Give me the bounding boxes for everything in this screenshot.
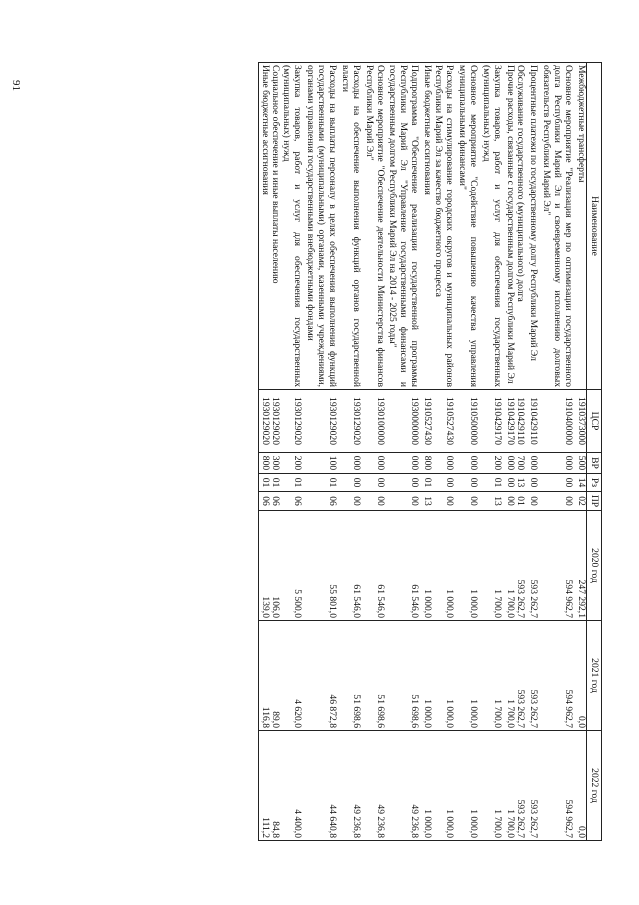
row-name: Расходы на стимулирование городских округов и муниципальных районов Республики Марий Эл за качество бюджетного процесса bbox=[432, 63, 456, 390]
row-2021: 1 000,0 bbox=[432, 621, 456, 731]
header-rz: Рз bbox=[587, 474, 602, 492]
row-vr: 000 bbox=[339, 453, 363, 474]
rotated-page bbox=[62, 62, 602, 840]
table-row bbox=[421, 63, 432, 841]
page-number: 91 bbox=[10, 80, 22, 91]
row-2020: 593 262,7 bbox=[515, 511, 528, 621]
row-rz: 00 bbox=[456, 474, 480, 492]
table-row bbox=[456, 63, 480, 841]
row-2022: 111,2 bbox=[258, 731, 269, 841]
table-row bbox=[258, 63, 269, 841]
row-2021: 1 700,0 bbox=[480, 621, 504, 731]
row-name: Закупка товаров, работ и услуг для обеспечения государственных (муниципальных) нужд bbox=[280, 63, 304, 390]
row-2021: 51 698,6 bbox=[387, 621, 422, 731]
row-2020: 61 546,0 bbox=[387, 511, 422, 621]
row-2020: 61 546,0 bbox=[363, 511, 387, 621]
row-csr: 1930129020 bbox=[258, 390, 269, 453]
row-vr: 100 bbox=[304, 453, 339, 474]
row-csr: 1910429170 bbox=[504, 390, 515, 453]
row-2022: 1 000,0 bbox=[456, 731, 480, 841]
row-csr: 1930000000 bbox=[387, 390, 422, 453]
row-2022: 1 000,0 bbox=[432, 731, 456, 841]
row-rz: 00 bbox=[432, 474, 456, 492]
row-name: Расходы на обеспечение выполнения функций органов государственной власти bbox=[339, 63, 363, 390]
row-pr: 01 bbox=[515, 492, 528, 511]
row-2020: 139,0 bbox=[258, 511, 269, 621]
row-csr: 1910373000 bbox=[575, 390, 586, 453]
row-2022: 593 262,7 bbox=[515, 731, 528, 841]
header-vr: ВР bbox=[587, 453, 602, 474]
header-2021: 2021 год bbox=[587, 621, 602, 731]
row-2021: 1 000,0 bbox=[421, 621, 432, 731]
row-pr: 06 bbox=[270, 492, 281, 511]
row-2020: 106,0 bbox=[270, 511, 281, 621]
row-vr: 000 bbox=[540, 453, 575, 474]
table-row bbox=[527, 63, 540, 841]
table-row bbox=[504, 63, 515, 841]
row-2022: 594 962,7 bbox=[540, 731, 575, 841]
row-2021: 593 262,7 bbox=[515, 621, 528, 731]
row-rz: 14 bbox=[575, 474, 586, 492]
row-pr: 00 bbox=[540, 492, 575, 511]
row-name: Межбюджетные трансферты bbox=[575, 63, 586, 390]
row-name: Закупка товаров, работ и услуг для обеспечения государственных (муниципальных) нужд bbox=[480, 63, 504, 390]
row-rz: 00 bbox=[339, 474, 363, 492]
row-2022: 4 400,0 bbox=[280, 731, 304, 841]
row-vr: 000 bbox=[456, 453, 480, 474]
row-name: Основное мероприятие "Реализация мер по оптимизации государственного долга Республики Марий Эл и своевременному исполнению долговых обязательств Республики Марий Эл" bbox=[540, 63, 575, 390]
row-vr: 700 bbox=[515, 453, 528, 474]
row-csr: 1930129020 bbox=[304, 390, 339, 453]
row-2021: 1 000,0 bbox=[456, 621, 480, 731]
row-name: Основное мероприятие "Обеспечение деятельности Министерства финансов Республики Марий Эл" bbox=[363, 63, 387, 390]
row-csr: 1910429170 bbox=[480, 390, 504, 453]
row-name: Подпрограмма "Обеспечение реализации государственной программы Республики Марий Эл "Управление государственными финансами и государственным долгом Республики Марий Эл на 2014 - 2025 годы" bbox=[387, 63, 422, 390]
row-vr: 200 bbox=[280, 453, 304, 474]
table-body bbox=[258, 63, 586, 841]
row-vr: 000 bbox=[432, 453, 456, 474]
row-2021: 46 872,8 bbox=[304, 621, 339, 731]
row-2021: 593 262,7 bbox=[527, 621, 540, 731]
row-2020: 1 000,0 bbox=[432, 511, 456, 621]
row-2022: 44 640,8 bbox=[304, 731, 339, 841]
row-csr: 1910500000 bbox=[456, 390, 480, 453]
row-rz: 01 bbox=[270, 474, 281, 492]
row-csr: 1910527430 bbox=[421, 390, 432, 453]
row-2021: 594 962,7 bbox=[540, 621, 575, 731]
row-rz: 00 bbox=[387, 474, 422, 492]
table-row bbox=[540, 63, 575, 841]
row-2022: 49 236,8 bbox=[387, 731, 422, 841]
row-pr: 13 bbox=[421, 492, 432, 511]
row-2021: 1 700,0 bbox=[504, 621, 515, 731]
row-name: Прочие расходы, связанные с государственным долгом Республики Марий Эл bbox=[504, 63, 515, 390]
row-csr: 1910400000 bbox=[540, 390, 575, 453]
row-name: Расходы на выплаты персоналу в целях обеспечения выполнения функций государственными (муниципальными) органами, казенными учреждениями, органами управления государственными внебюджетными фондами bbox=[304, 63, 339, 390]
row-rz: 00 bbox=[363, 474, 387, 492]
table-header-row bbox=[587, 63, 602, 841]
row-vr: 000 bbox=[363, 453, 387, 474]
table-row bbox=[515, 63, 528, 841]
row-pr: 06 bbox=[258, 492, 269, 511]
row-2020: 1 700,0 bbox=[480, 511, 504, 621]
row-pr: 00 bbox=[339, 492, 363, 511]
table-row bbox=[575, 63, 586, 841]
row-pr: 00 bbox=[456, 492, 480, 511]
row-csr: 1930129020 bbox=[339, 390, 363, 453]
row-name: Основное мероприятие "Содействие повышению качества управления муниципальными финансами" bbox=[456, 63, 480, 390]
header-csr: ЦСР bbox=[587, 390, 602, 453]
row-vr: 800 bbox=[258, 453, 269, 474]
row-pr: 00 bbox=[432, 492, 456, 511]
row-2021: 51 698,6 bbox=[339, 621, 363, 731]
row-csr: 1910527430 bbox=[432, 390, 456, 453]
row-2020: 593 262,7 bbox=[527, 511, 540, 621]
row-vr: 000 bbox=[387, 453, 422, 474]
row-2022: 1 700,0 bbox=[504, 731, 515, 841]
row-name: Социальное обеспечение и иные выплаты населению bbox=[270, 63, 281, 390]
row-2022: 0,0 bbox=[575, 731, 586, 841]
header-pr: ПР bbox=[587, 492, 602, 511]
row-rz: 01 bbox=[480, 474, 504, 492]
table-row bbox=[432, 63, 456, 841]
row-2021: 51 698,6 bbox=[363, 621, 387, 731]
header-2020: 2020 год bbox=[587, 511, 602, 621]
row-vr: 000 bbox=[504, 453, 515, 474]
row-2022: 49 236,8 bbox=[363, 731, 387, 841]
row-2020: 1 000,0 bbox=[421, 511, 432, 621]
row-name: Процентные платежи по государственному долгу Республики Марий Эл bbox=[527, 63, 540, 390]
row-vr: 500 bbox=[575, 453, 586, 474]
row-2021: 0,0 bbox=[575, 621, 586, 731]
row-rz: 13 bbox=[515, 474, 528, 492]
row-csr: 1930129020 bbox=[280, 390, 304, 453]
table-row bbox=[280, 63, 304, 841]
row-2020: 247 292,1 bbox=[575, 511, 586, 621]
row-rz: 01 bbox=[258, 474, 269, 492]
row-vr: 300 bbox=[270, 453, 281, 474]
row-rz: 01 bbox=[421, 474, 432, 492]
row-vr: 000 bbox=[527, 453, 540, 474]
row-pr: 00 bbox=[504, 492, 515, 511]
row-csr: 1930100000 bbox=[363, 390, 387, 453]
row-csr: 1910429110 bbox=[527, 390, 540, 453]
row-2020: 61 546,0 bbox=[339, 511, 363, 621]
table-row bbox=[339, 63, 363, 841]
row-2020: 1 700,0 bbox=[504, 511, 515, 621]
row-vr: 800 bbox=[421, 453, 432, 474]
table-row bbox=[363, 63, 387, 841]
row-2022: 1 700,0 bbox=[480, 731, 504, 841]
row-2021: 89,0 bbox=[270, 621, 281, 731]
row-rz: 01 bbox=[280, 474, 304, 492]
row-name: Иные бюджетные ассигнования bbox=[258, 63, 269, 390]
table-row bbox=[480, 63, 504, 841]
row-csr: 1930129020 bbox=[270, 390, 281, 453]
row-2020: 55 801,0 bbox=[304, 511, 339, 621]
row-pr: 02 bbox=[575, 492, 586, 511]
row-2020: 1 000,0 bbox=[456, 511, 480, 621]
row-2020: 594 962,7 bbox=[540, 511, 575, 621]
row-name: Иные бюджетные ассигнования bbox=[421, 63, 432, 390]
row-csr: 1910429110 bbox=[515, 390, 528, 453]
row-2020: 5 500,0 bbox=[280, 511, 304, 621]
row-2021: 4 620,0 bbox=[280, 621, 304, 731]
row-2022: 593 262,7 bbox=[527, 731, 540, 841]
row-pr: 00 bbox=[387, 492, 422, 511]
row-pr: 06 bbox=[304, 492, 339, 511]
row-pr: 13 bbox=[480, 492, 504, 511]
header-name: Наименование bbox=[587, 63, 602, 390]
row-2022: 84,8 bbox=[270, 731, 281, 841]
budget-table bbox=[258, 62, 602, 841]
table-row bbox=[387, 63, 422, 841]
row-pr: 00 bbox=[527, 492, 540, 511]
row-2022: 49 236,8 bbox=[339, 731, 363, 841]
table-row bbox=[304, 63, 339, 841]
row-vr: 200 bbox=[480, 453, 504, 474]
row-2021: 116,8 bbox=[258, 621, 269, 731]
header-2022: 2022 год bbox=[587, 731, 602, 841]
row-pr: 00 bbox=[363, 492, 387, 511]
row-rz: 00 bbox=[527, 474, 540, 492]
row-rz: 00 bbox=[540, 474, 575, 492]
row-rz: 00 bbox=[504, 474, 515, 492]
table-row bbox=[270, 63, 281, 841]
row-pr: 06 bbox=[280, 492, 304, 511]
row-name: Обслуживание государственного (муниципального) долга bbox=[515, 63, 528, 390]
row-rz: 01 bbox=[304, 474, 339, 492]
row-2022: 1 000,0 bbox=[421, 731, 432, 841]
